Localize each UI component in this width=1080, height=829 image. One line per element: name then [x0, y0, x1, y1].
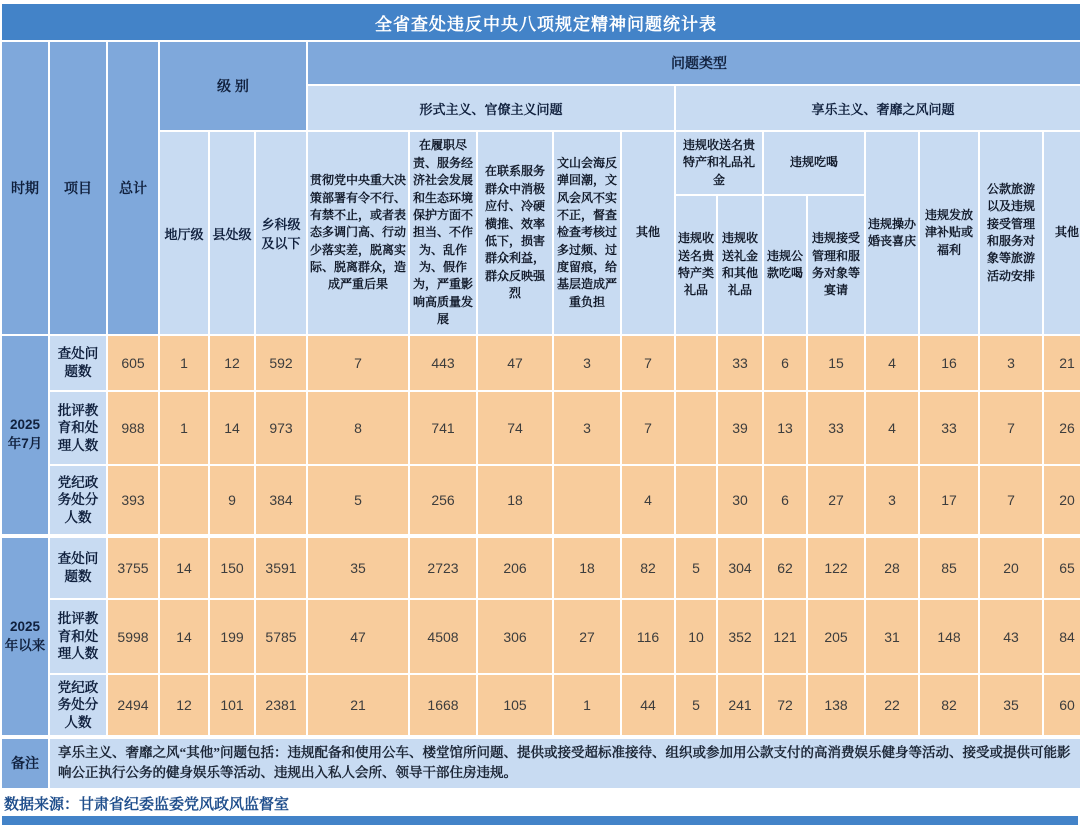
value-cell: 28	[866, 536, 918, 598]
value-cell	[676, 466, 716, 534]
value-cell: 5	[308, 466, 408, 534]
value-cell: 18	[478, 466, 552, 534]
value-cell: 3	[554, 392, 620, 464]
header-formalism-col-3: 在联系服务群众中消极应付、冷硬横推、效率低下，损害群众利益，群众反映强烈	[478, 132, 552, 334]
value-cell: 5	[676, 675, 716, 735]
value-cell: 116	[622, 600, 674, 673]
value-cell: 33	[808, 392, 864, 464]
header-project: 项目	[50, 42, 106, 334]
value-cell: 7	[622, 336, 674, 390]
value-cell: 101	[210, 675, 254, 735]
header-formalism-col-other: 其他	[622, 132, 674, 334]
project-cell: 查处问题数	[50, 536, 106, 598]
value-cell: 256	[410, 466, 476, 534]
value-cell: 605	[108, 336, 158, 390]
value-cell: 27	[554, 600, 620, 673]
value-cell: 3	[980, 336, 1042, 390]
header-allowance-welfare: 违规发放津补贴或福利	[920, 132, 978, 334]
value-cell: 30	[718, 466, 762, 534]
period-cell-ytd: 2025年以来	[2, 536, 48, 735]
value-cell: 4508	[410, 600, 476, 673]
statistics-report	[0, 2, 1080, 825]
value-cell	[160, 466, 208, 534]
value-cell: 205	[808, 600, 864, 673]
value-cell: 8	[308, 392, 408, 464]
value-cell: 241	[718, 675, 762, 735]
value-cell: 84	[1044, 600, 1080, 673]
value-cell	[676, 336, 716, 390]
value-cell: 65	[1044, 536, 1080, 598]
value-cell: 85	[920, 536, 978, 598]
value-cell: 352	[718, 600, 762, 673]
header-gift-specialty: 违规收送名贵特产类礼品	[676, 196, 716, 334]
statistics-table	[0, 2, 1080, 790]
project-cell: 查处问题数	[50, 336, 106, 390]
header-level-prefecture: 地厅级	[160, 132, 208, 334]
value-cell: 304	[718, 536, 762, 598]
header-dining-group: 违规吃喝	[764, 132, 864, 194]
period-cell-july: 2025年7月	[2, 336, 48, 534]
value-cell: 72	[764, 675, 806, 735]
value-cell: 74	[478, 392, 552, 464]
table-row	[2, 536, 1080, 598]
value-cell	[554, 466, 620, 534]
value-cell: 20	[1044, 466, 1080, 534]
value-cell: 5998	[108, 600, 158, 673]
value-cell: 47	[308, 600, 408, 673]
value-cell: 1	[160, 336, 208, 390]
value-cell: 1	[554, 675, 620, 735]
table-row	[2, 675, 1080, 735]
header-total: 总计	[108, 42, 158, 334]
value-cell: 39	[718, 392, 762, 464]
value-cell: 3591	[256, 536, 306, 598]
table-row	[2, 392, 1080, 464]
table-title: 全省查处违反中央八项规定精神问题统计表	[2, 4, 1080, 40]
header-formalism-col-1: 贯彻党中央重大决策部署有令不行、有禁不止，或者表态多调门高、行动少落实差，脱离实际、脱离群众，造成严重后果	[308, 132, 408, 334]
value-cell: 9	[210, 466, 254, 534]
bottom-bar	[2, 816, 1078, 825]
value-cell: 4	[866, 392, 918, 464]
value-cell: 1	[160, 392, 208, 464]
value-cell: 306	[478, 600, 552, 673]
header-formalism-col-2: 在履职尽责、服务经济社会发展和生态环境保护方面不担当、不作为、乱作为、假作为，严重影响高质量发展	[410, 132, 476, 334]
value-cell: 35	[980, 675, 1042, 735]
header-gift-cash: 违规收送礼金和其他礼品	[718, 196, 762, 334]
header-public-travel: 公款旅游以及违规接受管理和服务对象等旅游活动安排	[980, 132, 1042, 334]
value-cell: 82	[920, 675, 978, 735]
value-cell: 47	[478, 336, 552, 390]
value-cell: 148	[920, 600, 978, 673]
header-level-township: 乡科级及以下	[256, 132, 306, 334]
value-cell: 33	[920, 392, 978, 464]
value-cell: 6	[764, 466, 806, 534]
value-cell: 31	[866, 600, 918, 673]
value-cell: 7	[308, 336, 408, 390]
value-cell: 384	[256, 466, 306, 534]
table-row	[2, 336, 1080, 390]
header-level-group: 级 别	[160, 42, 306, 130]
value-cell: 122	[808, 536, 864, 598]
value-cell: 20	[980, 536, 1042, 598]
value-cell: 121	[764, 600, 806, 673]
header-dining-public-funds: 违规公款吃喝	[764, 196, 806, 334]
value-cell: 973	[256, 392, 306, 464]
project-cell: 批评教育和处理人数	[50, 392, 106, 464]
value-cell: 741	[410, 392, 476, 464]
value-cell: 7	[980, 392, 1042, 464]
value-cell: 14	[210, 392, 254, 464]
value-cell: 13	[764, 392, 806, 464]
value-cell: 10	[676, 600, 716, 673]
value-cell: 4	[622, 466, 674, 534]
value-cell: 592	[256, 336, 306, 390]
value-cell: 26	[1044, 392, 1080, 464]
header-hedonism-group: 享乐主义、奢靡之风问题	[676, 86, 1080, 130]
value-cell: 12	[210, 336, 254, 390]
value-cell: 988	[108, 392, 158, 464]
note-text: 享乐主义、奢靡之风“其他”问题包括：违规配备和使用公车、楼堂馆所问题、提供或接受超标准接待、组织或参加用公款支付的高消费娱乐健身等活动、接受或提供可能影响公正执行公务的健身娱乐等活动、违规出入私人会所、领导干部住房违规。	[50, 737, 1080, 788]
value-cell: 7	[980, 466, 1042, 534]
value-cell: 18	[554, 536, 620, 598]
value-cell: 43	[980, 600, 1042, 673]
value-cell: 199	[210, 600, 254, 673]
value-cell: 3	[866, 466, 918, 534]
value-cell: 1668	[410, 675, 476, 735]
project-cell: 党纪政务处分人数	[50, 466, 106, 534]
table-row	[2, 466, 1080, 534]
value-cell: 35	[308, 536, 408, 598]
value-cell: 443	[410, 336, 476, 390]
value-cell: 206	[478, 536, 552, 598]
value-cell: 7	[622, 392, 674, 464]
value-cell: 393	[108, 466, 158, 534]
header-period: 时期	[2, 42, 48, 334]
value-cell: 2494	[108, 675, 158, 735]
value-cell: 2723	[410, 536, 476, 598]
value-cell: 14	[160, 600, 208, 673]
data-source: 数据来源：甘肃省纪委监委党风政风监督室	[4, 795, 290, 813]
header-dining-banquet: 违规接受管理和服务对象等宴请	[808, 196, 864, 334]
value-cell	[676, 392, 716, 464]
value-cell: 2381	[256, 675, 306, 735]
value-cell: 21	[1044, 336, 1080, 390]
value-cell: 4	[866, 336, 918, 390]
table-row	[2, 600, 1080, 673]
value-cell: 62	[764, 536, 806, 598]
value-cell: 5	[676, 536, 716, 598]
value-cell: 17	[920, 466, 978, 534]
value-cell: 12	[160, 675, 208, 735]
value-cell: 82	[622, 536, 674, 598]
value-cell: 16	[920, 336, 978, 390]
header-level-county: 县处级	[210, 132, 254, 334]
header-formalism-col-4: 文山会海反弹回潮，文风会风不实不正，督查检查考核过多过频、过度留痕，给基层造成严重负担	[554, 132, 620, 334]
value-cell: 3	[554, 336, 620, 390]
value-cell: 22	[866, 675, 918, 735]
table-row	[2, 737, 1080, 788]
header-gift-group: 违规收送名贵特产和礼品礼金	[676, 132, 762, 194]
value-cell: 15	[808, 336, 864, 390]
note-label: 备注	[2, 737, 48, 788]
value-cell: 14	[160, 536, 208, 598]
value-cell: 150	[210, 536, 254, 598]
header-formalism-group: 形式主义、官僚主义问题	[308, 86, 674, 130]
header-wedding-funeral: 违规操办婚丧喜庆	[866, 132, 918, 334]
value-cell: 105	[478, 675, 552, 735]
project-cell: 批评教育和处理人数	[50, 600, 106, 673]
value-cell: 3755	[108, 536, 158, 598]
value-cell: 33	[718, 336, 762, 390]
value-cell: 60	[1044, 675, 1080, 735]
header-hedonism-other: 其他	[1044, 132, 1080, 334]
value-cell: 6	[764, 336, 806, 390]
value-cell: 21	[308, 675, 408, 735]
value-cell: 5785	[256, 600, 306, 673]
value-cell: 27	[808, 466, 864, 534]
project-cell: 党纪政务处分人数	[50, 675, 106, 735]
header-problem-type: 问题类型	[308, 42, 1080, 84]
value-cell: 138	[808, 675, 864, 735]
value-cell: 44	[622, 675, 674, 735]
